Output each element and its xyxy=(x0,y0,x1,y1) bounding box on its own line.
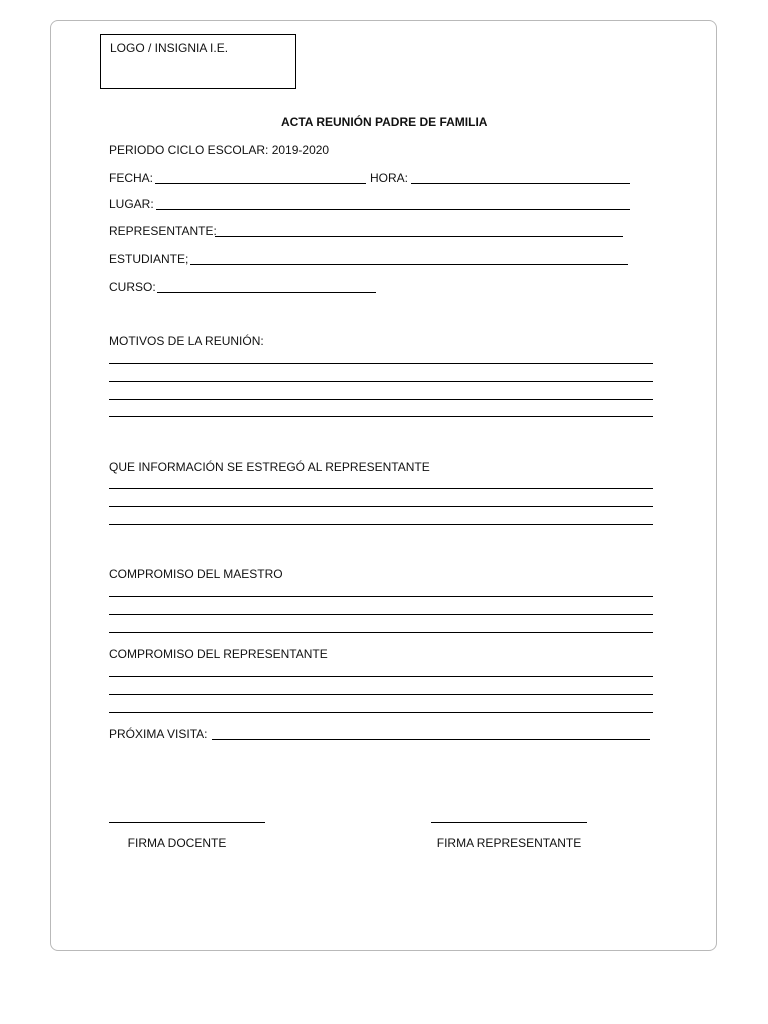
informacion-line[interactable] xyxy=(109,506,653,507)
proxima-visita-field-line[interactable] xyxy=(212,739,650,740)
compromiso-representante-heading: COMPROMISO DEL REPRESENTANTE xyxy=(109,647,328,661)
fecha-field-line[interactable] xyxy=(155,183,366,184)
informacion-line[interactable] xyxy=(109,524,653,525)
compromiso-representante-line[interactable] xyxy=(109,694,653,695)
compromiso-maestro-line[interactable] xyxy=(109,596,653,597)
document-title: ACTA REUNIÓN PADRE DE FAMILIA xyxy=(281,115,488,129)
lugar-label: LUGAR: xyxy=(109,197,154,211)
compromiso-representante-line[interactable] xyxy=(109,676,653,677)
motivos-line[interactable] xyxy=(109,416,653,417)
informacion-line[interactable] xyxy=(109,488,653,489)
proxima-visita-label: PRÓXIMA VISITA: xyxy=(109,727,208,741)
firma-representante-line[interactable] xyxy=(431,822,587,823)
informacion-heading: QUE INFORMACIÓN SE ESTREGÓ AL REPRESENTANTE xyxy=(109,460,430,474)
curso-field-line[interactable] xyxy=(157,292,376,293)
firma-docente-label: FIRMA DOCENTE xyxy=(127,836,227,850)
compromiso-representante-line[interactable] xyxy=(109,712,653,713)
lugar-field-line[interactable] xyxy=(156,209,630,210)
motivos-heading: MOTIVOS DE LA REUNIÓN: xyxy=(109,334,264,348)
document-page xyxy=(50,20,717,951)
motivos-line[interactable] xyxy=(109,363,653,364)
compromiso-maestro-heading: COMPROMISO DEL MAESTRO xyxy=(109,567,283,581)
logo-placeholder-label: LOGO / INSIGNIA I.E. xyxy=(110,41,229,55)
logo-placeholder-box xyxy=(100,34,296,89)
firma-docente-line[interactable] xyxy=(109,822,265,823)
motivos-line[interactable] xyxy=(109,381,653,382)
compromiso-maestro-line[interactable] xyxy=(109,632,653,633)
fecha-label: FECHA: xyxy=(109,171,154,185)
representante-label: REPRESENTANTE: xyxy=(109,224,217,238)
hora-label: HORA: xyxy=(370,171,409,185)
firma-representante-label: FIRMA REPRESENTANTE xyxy=(436,836,582,850)
school-period: PERIODO CICLO ESCOLAR: 2019-2020 xyxy=(109,143,330,157)
estudiante-label: ESTUDIANTE; xyxy=(109,252,189,266)
estudiante-field-line[interactable] xyxy=(190,264,628,265)
hora-field-line[interactable] xyxy=(411,183,630,184)
representante-field-line[interactable] xyxy=(215,236,623,237)
motivos-line[interactable] xyxy=(109,399,653,400)
compromiso-maestro-line[interactable] xyxy=(109,614,653,615)
curso-label: CURSO: xyxy=(109,280,156,294)
